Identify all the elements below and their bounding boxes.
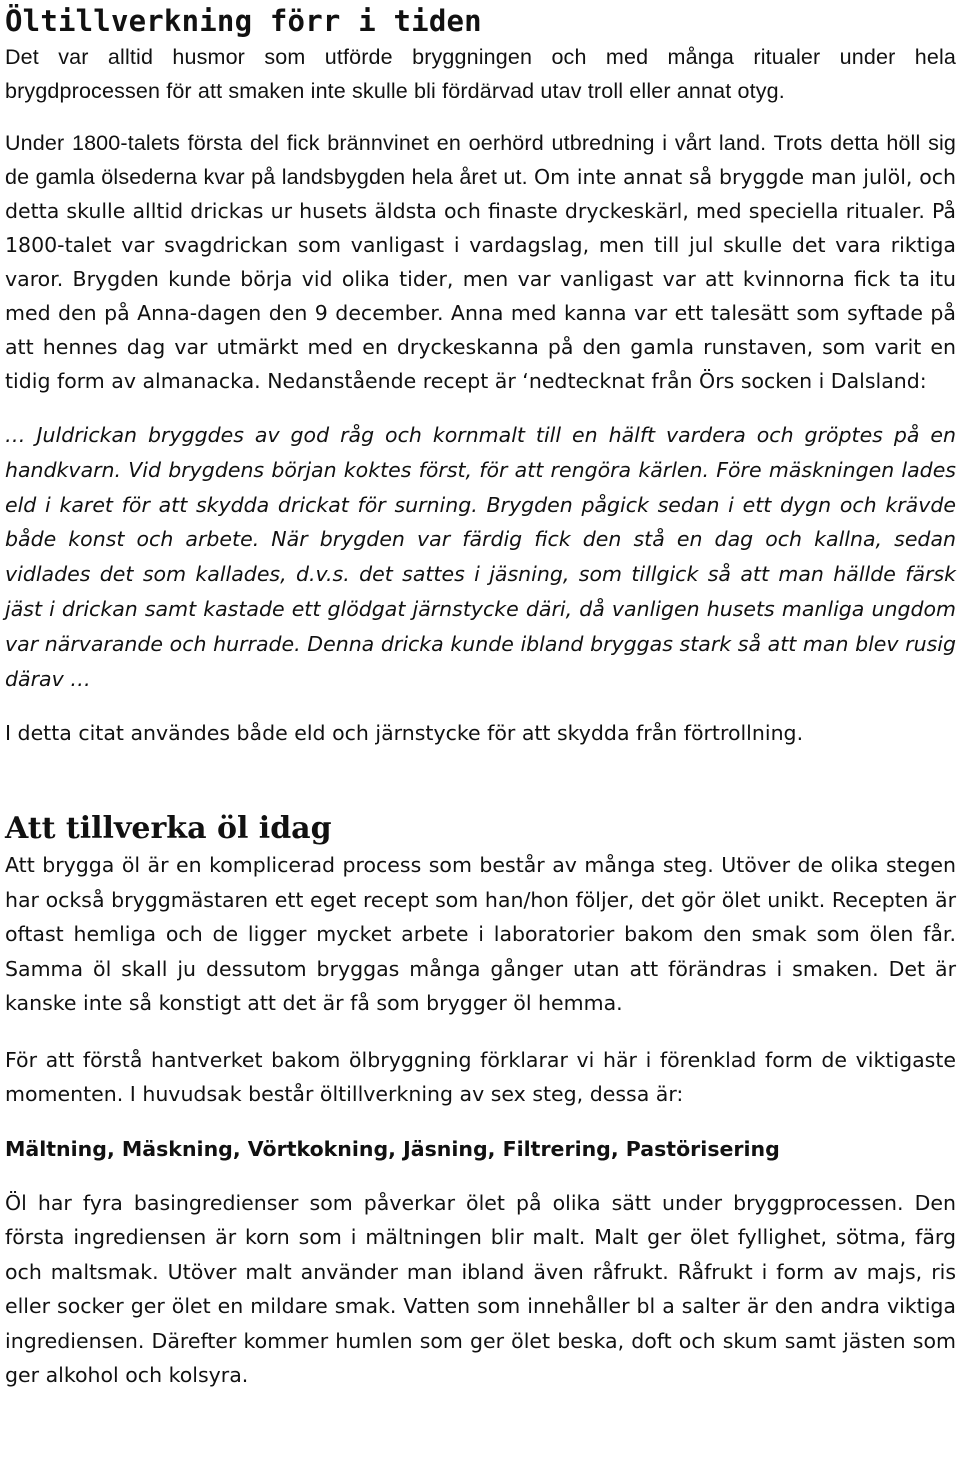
brewing-steps-list: Mältning, Mäskning, Vörtkokning, Jäsning, Filtrering, Pastörisering <box>5 1136 780 1161</box>
conclusion-paragraph: I detta citat användes både eld och järnstycke för att skydda från förtrollning. <box>5 721 804 746</box>
history-paragraph-part1: Under 1800-talets första del fick brännvinet en oerhörd utbredning i vårt land. Trots detta höll sig de gamla ölsederna kvar på landsbygden hela året ut. <box>5 131 956 189</box>
steps-intro-paragraph: För att förstå hantverket bakom ölbryggning förklarar vi här i förenklad form de viktigaste momenten. I huvudsak består öltillverkning av sex steg, dessa är: <box>5 1047 956 1107</box>
spacer <box>5 1166 956 1186</box>
spacer <box>5 1112 956 1132</box>
intro-paragraph: Det var alltid husmor som utförde bryggningen och med många ritualer under hela brygdprocessen för att smaken inte skulle bli fördärvad utav troll eller annat otyg. <box>5 45 956 103</box>
section-spacer <box>5 750 956 810</box>
spacer <box>5 1021 956 1043</box>
history-paragraph-part2: Om inte annat så bryggde man julöl, och detta skulle alltid drickas ur husets äldsta och finaste dryckeskärl, med speciella ritualer. På 1800-talet var svagdrickan som vanligast i vardagslag, men till jul skulle det vara riktiga varor. Brygden kunde börja vid olika tider, men var vanligast var att kvinnorna fick ta itu med den på Anna-dagen den 9 december. Anna med kanna var ett talesätt som syftade på att hennes dag var utmärkt med en dryckeskanna på den gamla runstaven, som varit en tidig form av almanacka. Nedanstående recept är ‘nedtecknat från Örs socken i Dalsland: <box>5 165 956 393</box>
ingredients-paragraph: Öl har fyra basingredienser som påverkar ölet på olika sätt under bryggprocessen. Den första ingrediensen är korn som i mältningen blir malt. Malt ger ölet fyllighet, sötma, färg och maltsmak. Utöver malt använder man ibland även råfrukt. Råfrukt i form av majs, ris eller socker ger ölet en mildare smak. Vatten som innehåller bl a salter är den andra viktiga ingrediensen. Därefter kommer humlen som ger ölet beska, doft och skum samt jästen som ger alkohol och kolsyra. <box>5 1190 956 1388</box>
process-paragraph: Att brygga öl är en komplicerad process som består av många steg. Utöver de olika stegen har också bryggmästaren ett eget recept som han/hon följer, det gör ölet unikt. Recepten är oftast hemliga och de ligger mycket arbete i laboratorier bakom den smak som ölen får. Samma öl skall ju dessutom bryggas många gånger utan att förändras i smaken. Det är kanske inte så konstigt att det är få som brygger öl hemma. <box>5 853 956 1016</box>
spacer <box>5 696 956 716</box>
recipe-quote: … Juldrickan bryggdes av god råg och kornmalt till en hälft vardera och gröptes på en handkvarn. Vid brygdens början koktes först, för att rengöra kärlen. Före mäskningen lades eld i karet för att skydda drickat för surning. Brygden pågick sedan i ett dygn och krävde både konst och arbete. När brygden var färdig fick den stå en dag och kallna, sedan vidlades det som kallades, d.v.s. det sattes i jäsning, som tillgick så att man hällde färsk jäst i drickan samt kastade ett glödgat järnstycke däri, då vanligen husets manliga ungdom var närvarande och hurrade. Denna dricka kunde ibland bryggas stark så att man blev rusig därav … <box>5 423 956 691</box>
section-heading-history: Öltillverkning förr i tiden <box>5 4 482 38</box>
section-heading-today: Att tillverka öl idag <box>5 811 332 847</box>
history-paragraph <box>5 126 956 398</box>
